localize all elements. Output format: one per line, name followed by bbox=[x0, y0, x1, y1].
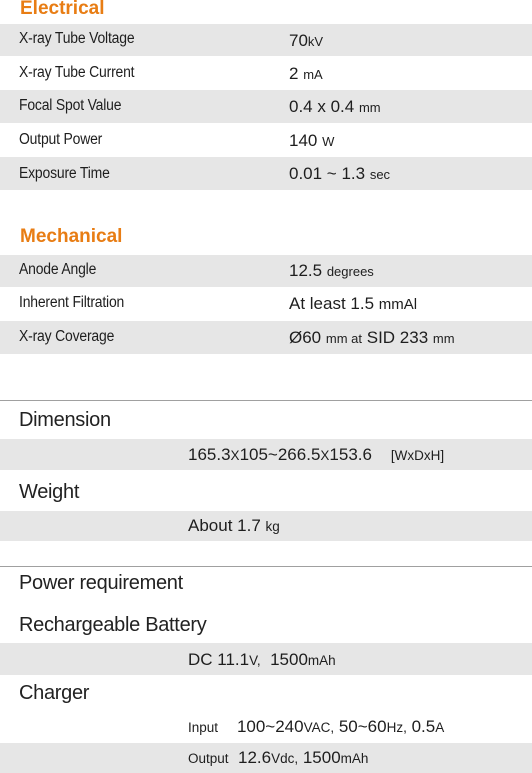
charger-input-row bbox=[0, 711, 532, 743]
weight-value: About 1.7 kg bbox=[188, 516, 280, 535]
row-value: 70kV bbox=[289, 31, 324, 50]
row-value: 12.5 degrees bbox=[289, 261, 374, 280]
table-row bbox=[0, 321, 532, 354]
divider bbox=[0, 566, 532, 567]
table-row bbox=[0, 24, 532, 56]
row-label: X-ray Tube Current bbox=[19, 64, 135, 81]
output-tag: Output bbox=[188, 751, 229, 766]
weight-row bbox=[0, 511, 532, 541]
charger-output-row bbox=[0, 743, 532, 773]
row-label: Inherent Filtration bbox=[19, 294, 125, 311]
charger-input-value: Input 100~240VAC, 50~60Hz, 0.5A bbox=[188, 717, 445, 736]
charger-label: Charger bbox=[19, 682, 90, 704]
mechanical-title: Mechanical bbox=[20, 226, 123, 247]
row-label: X-ray Tube Voltage bbox=[19, 30, 135, 47]
weight-label: Weight bbox=[19, 481, 80, 503]
dimension-label: Dimension bbox=[19, 409, 111, 431]
table-row bbox=[0, 157, 532, 190]
divider bbox=[0, 400, 532, 401]
row-value: Ø60 mm at SID 233 mm bbox=[289, 328, 455, 347]
power-label: Power requirement bbox=[19, 572, 183, 594]
table-row bbox=[0, 124, 532, 156]
battery-label: Rechargeable Battery bbox=[19, 614, 207, 636]
table-row bbox=[0, 90, 532, 123]
row-value: 0.01 ~ 1.3 sec bbox=[289, 164, 391, 183]
battery-value: DC 11.1V, 1500mAh bbox=[188, 650, 336, 669]
row-label: X-ray Coverage bbox=[19, 328, 115, 345]
row-value: 2 mA bbox=[289, 64, 323, 83]
row-value: 140 W bbox=[289, 131, 335, 150]
dimension-row bbox=[0, 439, 532, 470]
row-value: At least 1.5 mmAl bbox=[289, 294, 418, 313]
row-label: Focal Spot Value bbox=[19, 97, 122, 114]
battery-row bbox=[0, 643, 532, 675]
row-label: Output Power bbox=[19, 131, 103, 148]
electrical-title: Electrical bbox=[20, 0, 105, 19]
table-row bbox=[0, 255, 532, 287]
row-label: Exposure Time bbox=[19, 165, 110, 182]
charger-output-value: Output 12.6Vdc, 1500mAh bbox=[188, 748, 369, 767]
dimension-value: 165.3X105~266.5X153.6 [WxDxH] bbox=[188, 445, 445, 464]
row-label: Anode Angle bbox=[19, 261, 97, 278]
table-row bbox=[0, 57, 532, 89]
input-tag: Input bbox=[188, 720, 219, 735]
table-row bbox=[0, 288, 532, 320]
row-value: 0.4 x 0.4 mm bbox=[289, 97, 381, 116]
